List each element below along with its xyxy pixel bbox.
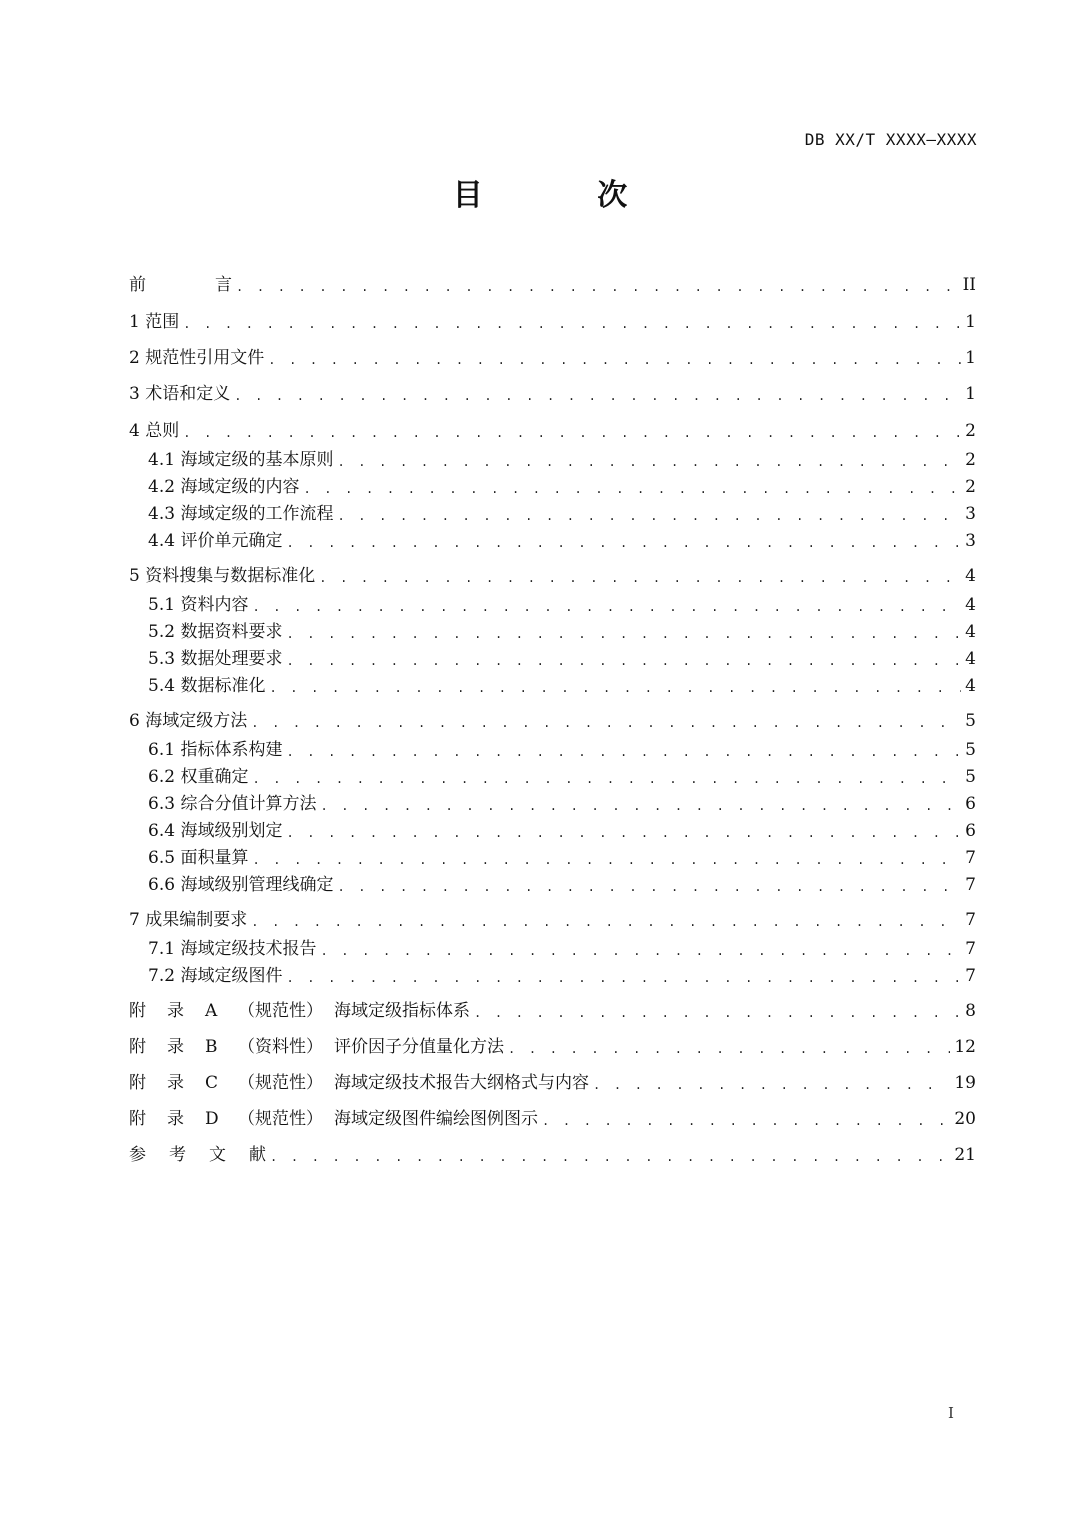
toc-entry-sub[interactable] bbox=[148, 501, 976, 527]
toc-entry-sub[interactable] bbox=[148, 737, 976, 763]
dot-leader bbox=[183, 311, 961, 337]
toc-entry-label: 6.4 海域级别划定 bbox=[148, 821, 283, 841]
toc-entry-page: 8 bbox=[965, 1001, 976, 1021]
dot-leader bbox=[269, 675, 961, 701]
document-code: DB XX/T XXXX—XXXX bbox=[804, 130, 977, 149]
dot-leader bbox=[320, 938, 961, 964]
toc-entry-label: 4 总则 bbox=[129, 421, 180, 441]
toc-entry-label: 7.2 海域定级图件 bbox=[148, 966, 283, 986]
dot-leader bbox=[286, 739, 961, 765]
toc-entry-page: 2 bbox=[965, 421, 976, 441]
toc-entry-label: 6.2 权重确定 bbox=[148, 767, 249, 787]
toc-entry-label: 6 海域定级方法 bbox=[129, 711, 248, 731]
toc-entry-label: 4.4 评价单元确定 bbox=[148, 531, 283, 551]
toc-entry-page: 6 bbox=[965, 794, 976, 814]
toc-entry-sub[interactable] bbox=[148, 528, 976, 554]
toc-entry-page: 4 bbox=[965, 566, 976, 586]
toc-entry-label: 前 言 bbox=[129, 275, 232, 295]
toc-entry-page: 3 bbox=[965, 504, 976, 524]
toc-entry[interactable] bbox=[129, 563, 976, 589]
dot-leader bbox=[268, 347, 961, 373]
dot-leader bbox=[286, 820, 961, 846]
dot-leader bbox=[320, 793, 961, 819]
toc-entry-sub[interactable] bbox=[148, 673, 976, 699]
dot-leader bbox=[251, 710, 961, 736]
toc-entry-label: 5.1 资料内容 bbox=[148, 595, 249, 615]
toc-entry-label: 附 录 A （规范性） 海域定级指标体系 bbox=[129, 1001, 470, 1021]
dot-leader bbox=[183, 420, 961, 446]
toc-entry-label: 4.2 海域定级的内容 bbox=[148, 477, 300, 497]
toc-entry-sub[interactable] bbox=[148, 619, 976, 645]
toc-entry-label: 6.5 面积量算 bbox=[148, 848, 249, 868]
toc-entry-label: 6.3 综合分值计算方法 bbox=[148, 794, 317, 814]
toc-entry-page: 2 bbox=[965, 450, 976, 470]
toc-entry-page: 2 bbox=[965, 477, 976, 497]
dot-leader bbox=[270, 1144, 950, 1170]
toc-entry-sub[interactable] bbox=[148, 872, 976, 898]
dot-leader bbox=[508, 1036, 950, 1062]
dot-leader bbox=[286, 965, 961, 991]
dot-leader bbox=[593, 1072, 950, 1098]
toc-entry-sub[interactable] bbox=[148, 936, 976, 962]
toc-entry-label: 附 录 C （规范性） 海域定级技术报告大纲格式与内容 bbox=[129, 1073, 589, 1093]
toc-entry-page: 4 bbox=[965, 676, 976, 696]
toc-entry-label: 1 范围 bbox=[129, 312, 180, 332]
toc-entry[interactable] bbox=[129, 418, 976, 444]
toc-entry-annex-d[interactable] bbox=[129, 1106, 976, 1132]
toc-entry-annex-a[interactable] bbox=[129, 998, 976, 1024]
toc-entry-page: 7 bbox=[965, 939, 976, 959]
toc-entry-page: 3 bbox=[965, 531, 976, 551]
toc-entry[interactable] bbox=[129, 345, 976, 371]
toc-entry-page: 7 bbox=[965, 875, 976, 895]
dot-leader bbox=[337, 503, 961, 529]
dot-leader bbox=[303, 476, 961, 502]
dot-leader bbox=[337, 874, 961, 900]
toc-entry-page: 12 bbox=[954, 1037, 976, 1057]
toc-entry[interactable] bbox=[129, 381, 976, 407]
toc-entry-page: 1 bbox=[965, 312, 976, 332]
toc-entry-label: 2 规范性引用文件 bbox=[129, 348, 265, 368]
toc-title: 目 次 bbox=[452, 178, 680, 213]
toc-entry-page: 7 bbox=[965, 910, 976, 930]
toc-entry-references[interactable] bbox=[129, 1142, 976, 1168]
toc-entry-label: 4.3 海域定级的工作流程 bbox=[148, 504, 334, 524]
dot-leader bbox=[234, 383, 961, 409]
toc-entry-sub[interactable] bbox=[148, 818, 976, 844]
toc-entry[interactable] bbox=[129, 309, 976, 335]
toc-entry-label: 5.2 数据资料要求 bbox=[148, 622, 283, 642]
toc-entry-label: 参 考 文 献 bbox=[129, 1145, 266, 1165]
dot-leader bbox=[252, 594, 961, 620]
toc-entry[interactable] bbox=[129, 708, 976, 734]
toc-entry-page: II bbox=[962, 275, 976, 295]
dot-leader bbox=[286, 530, 961, 556]
toc-entry-page: 4 bbox=[965, 595, 976, 615]
toc-entry-page: 6 bbox=[965, 821, 976, 841]
dot-leader bbox=[542, 1108, 950, 1134]
dot-leader bbox=[337, 449, 961, 475]
toc-entry-page: 1 bbox=[965, 348, 976, 368]
toc-entry-annex-c[interactable] bbox=[129, 1070, 976, 1096]
toc-entry-label: 附 录 B （资料性） 评价因子分值量化方法 bbox=[129, 1037, 504, 1057]
toc-entry-page: 1 bbox=[965, 384, 976, 404]
toc-entry-sub[interactable] bbox=[148, 963, 976, 989]
toc-entry-page: 4 bbox=[965, 649, 976, 669]
toc-entry-page: 19 bbox=[954, 1073, 976, 1093]
toc-entry-page: 5 bbox=[965, 767, 976, 787]
toc-entry-page: 5 bbox=[965, 711, 976, 731]
dot-leader bbox=[474, 1000, 961, 1026]
page-number: I bbox=[948, 1404, 954, 1422]
toc-entry-label: 5.3 数据处理要求 bbox=[148, 649, 283, 669]
toc-entry-sub[interactable] bbox=[148, 474, 976, 500]
toc-entry-label: 7 成果编制要求 bbox=[129, 910, 248, 930]
toc-entry-label: 7.1 海域定级技术报告 bbox=[148, 939, 317, 959]
toc-entry-page: 7 bbox=[965, 966, 976, 986]
toc-entry-label: 5 资料搜集与数据标准化 bbox=[129, 566, 316, 586]
toc-entry-page: 21 bbox=[954, 1145, 976, 1165]
toc-entry-page: 4 bbox=[965, 622, 976, 642]
toc-entry-sub[interactable] bbox=[148, 791, 976, 817]
toc-entry-sub[interactable] bbox=[148, 646, 976, 672]
dot-leader bbox=[286, 621, 961, 647]
toc-entry-label: 4.1 海域定级的基本原则 bbox=[148, 450, 334, 470]
dot-leader bbox=[236, 274, 959, 300]
toc-entry-page: 7 bbox=[965, 848, 976, 868]
toc-entry-label: 6.1 指标体系构建 bbox=[148, 740, 283, 760]
toc-entry-sub[interactable] bbox=[148, 764, 976, 790]
toc-entry-page: 5 bbox=[965, 740, 976, 760]
toc-entry-sub[interactable] bbox=[148, 447, 976, 473]
dot-leader bbox=[286, 648, 961, 674]
toc-entry-label: 5.4 数据标准化 bbox=[148, 676, 266, 696]
dot-leader bbox=[252, 847, 961, 873]
dot-leader bbox=[251, 909, 961, 935]
toc-entry-label: 3 术语和定义 bbox=[129, 384, 231, 404]
toc-entry-label: 附 录 D （规范性） 海域定级图件编绘图例图示 bbox=[129, 1109, 538, 1129]
dot-leader bbox=[319, 565, 961, 591]
toc-entry[interactable] bbox=[129, 907, 976, 933]
toc-entry-preface[interactable] bbox=[129, 272, 976, 298]
toc-entry-sub[interactable] bbox=[148, 845, 976, 871]
toc-entry-annex-b[interactable] bbox=[129, 1034, 976, 1060]
dot-leader bbox=[252, 766, 961, 792]
toc-entry-page: 20 bbox=[954, 1109, 976, 1129]
toc-entry-sub[interactable] bbox=[148, 592, 976, 618]
toc-entry-label: 6.6 海域级别管理线确定 bbox=[148, 875, 334, 895]
